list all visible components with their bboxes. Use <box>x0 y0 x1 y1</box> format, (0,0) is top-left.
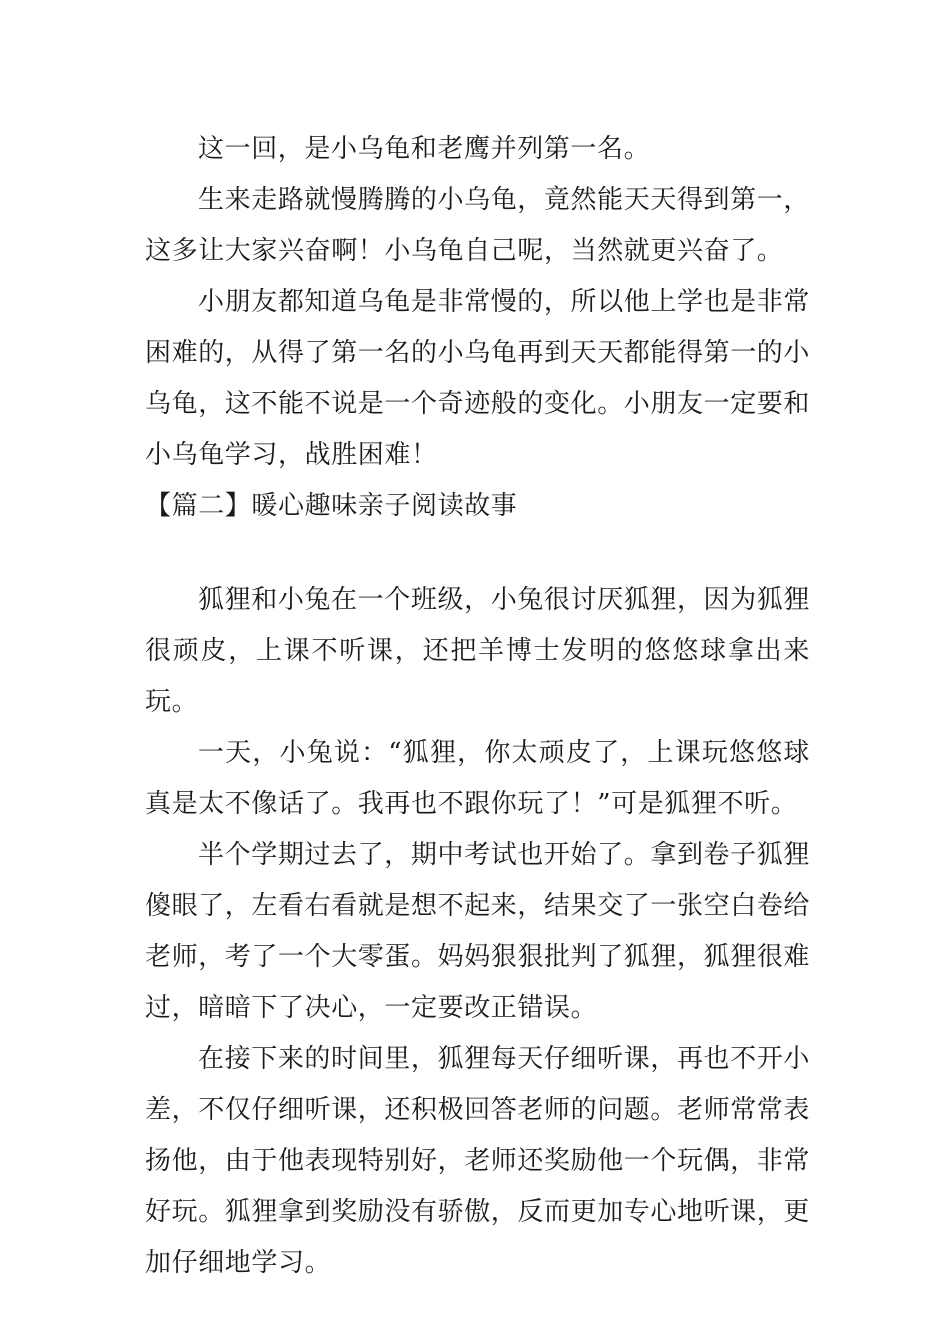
story-paragraph: 在接下来的时间里，狐狸每天仔细听课，再也不开小差，不仅仔细听课，还积极回答老师的问题。老师常常表扬他，由于他表现特别好，老师还奖励他一个玩偶，非常好玩。狐狸拿到奖励没有骄傲，反而更加专心地听课，更加仔细地学习。 <box>145 1044 811 1278</box>
story-paragraph: 小朋友都知道乌龟是非常慢的，所以他上学也是非常困难的，从得了第一名的小乌龟再到天天都能得第一的小乌龟，这不能不说是一个奇迹般的变化。小朋友一定要和小乌龟学习，战胜困难！ <box>145 287 811 470</box>
story-paragraph: 这一回，是小乌龟和老鹰并列第一名。 <box>198 134 651 164</box>
story-paragraph: 一天，小兔说：“狐狸，你太顽皮了，上课玩悠悠球真是太不像话了。我再也不跟你玩了！”可是狐狸不听。 <box>145 738 810 819</box>
story-paragraph: 狐狸和小兔在一个班级，小兔很讨厌狐狸，因为狐狸很顽皮，上课不听课，还把羊博士发明的悠悠球拿出来玩。 <box>145 585 810 717</box>
story-paragraph: 生来走路就慢腾腾的小乌龟，竟然能天天得到第一，这多让大家兴奋啊！小乌龟自己呢，当然就更兴奋了。 <box>145 185 810 266</box>
story-one-body <box>145 124 810 532</box>
story-paragraph: 半个学期过去了，期中考试也开始了。拿到卷子狐狸傻眼了，左看右看就是想不起来，结果交了一张空白卷给老师，考了一个大零蛋。妈妈狠狠批判了狐狸，狐狸很难过，暗暗下了决心，一定要改正错误。 <box>145 840 811 1023</box>
story-two-body <box>145 575 810 1289</box>
section-heading: 【篇二】暖心趣味亲子阅读故事 <box>145 491 518 521</box>
